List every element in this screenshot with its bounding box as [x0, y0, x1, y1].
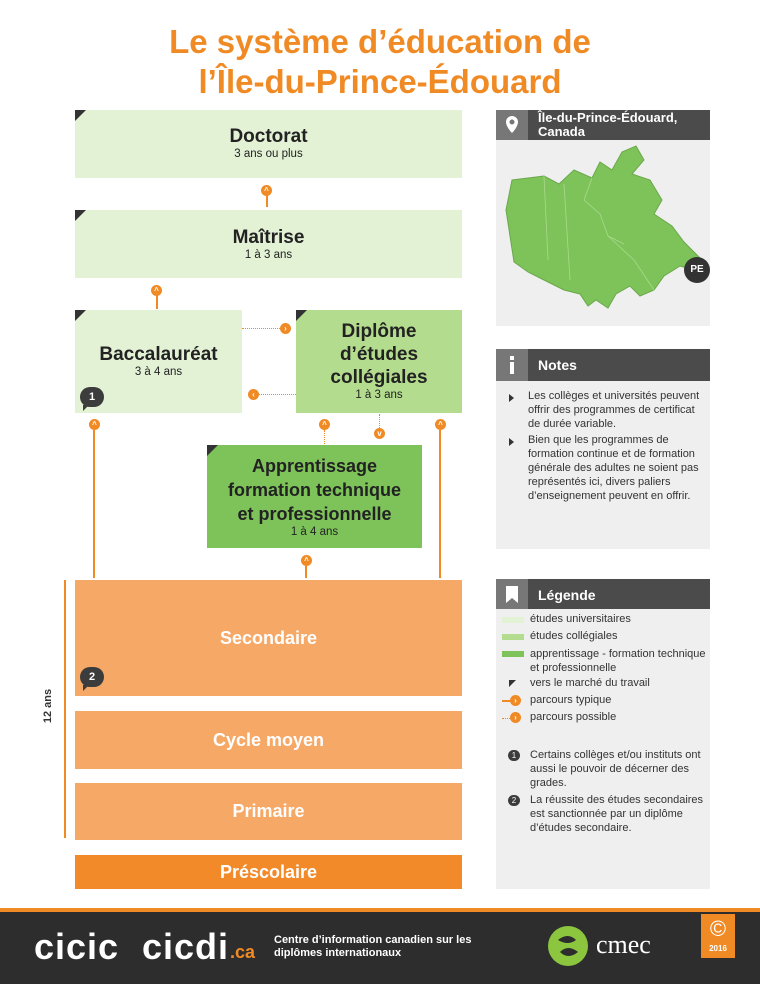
footnote-badge-2-legend: 2 [508, 795, 520, 806]
typical-path-arrow-icon: ^ [435, 419, 446, 430]
apprentissage-title-line-3: et professionnelle [237, 504, 392, 524]
legend-possible: parcours possible [530, 711, 617, 723]
title-line-2: l’Île-du-Prince-Édouard [198, 63, 562, 100]
footnote-badge-1-legend: 1 [508, 750, 520, 761]
labour-market-marker-icon [207, 445, 218, 456]
legend-panel [496, 579, 710, 889]
diplome-title-line-3: collégiales [330, 367, 428, 388]
labour-market-marker-icon [509, 680, 516, 687]
labour-market-marker-icon [296, 310, 307, 321]
cmec-logo[interactable]: cmec [596, 930, 651, 959]
title-line-1: Le système d’éducation de [169, 23, 591, 60]
maitrise-duration: 1 à 3 ans [244, 249, 293, 261]
possible-path-line [242, 328, 280, 329]
footer-org-line-2: diplômes internationaux [274, 947, 402, 959]
typical-path-arrow-icon: ^ [151, 285, 162, 296]
path-line [305, 566, 307, 578]
map-header [496, 110, 710, 140]
possible-path-line [379, 414, 380, 428]
bullet-icon [509, 438, 514, 446]
diplome-collegial-box [296, 310, 462, 413]
typical-path-arrow-icon: ^ [301, 555, 312, 566]
possible-path-arrow-icon: › [510, 712, 521, 723]
footer-org-line-1: Centre d’information canadien sur les [274, 934, 472, 946]
typical-path-arrow-icon: ^ [261, 185, 272, 196]
apprentissage-title-line-2: formation technique [227, 480, 401, 500]
info-icon [496, 349, 528, 381]
legend-typical: parcours typique [530, 694, 612, 706]
notes-panel [496, 349, 710, 549]
footnote-2: La réussite des études secondaires est sanctionnée par un diplôme d’études secondaire. [530, 794, 704, 834]
legend-swatch-uni [502, 617, 524, 623]
legend-col: études collégiales [530, 630, 618, 642]
map-title-line-1: Île-du-Prince-Édouard, [538, 110, 678, 125]
twelve-years-label: 12 ans [42, 688, 54, 724]
baccalaureat-duration: 3 à 4 ans [134, 366, 183, 378]
location-pin-icon [496, 110, 528, 140]
labour-market-marker-icon [75, 310, 86, 321]
prescolaire-box [75, 855, 462, 889]
footnote-badge-1: 1 [80, 387, 104, 407]
apprentissage-title-line-1: Apprentissage [251, 456, 378, 476]
legend-swatch-app [502, 651, 524, 657]
doctorat-title: Doctorat [229, 126, 308, 147]
primaire-title: Primaire [232, 801, 305, 821]
map-title-line-2: Canada [538, 124, 585, 139]
cicic-logo[interactable]: cicic [34, 926, 120, 967]
possible-path-arrow-icon: › [280, 323, 291, 334]
footer [0, 908, 760, 984]
labour-market-marker-icon [75, 210, 86, 221]
diplome-title-line-2: d’études [339, 344, 419, 365]
doctorat-box [75, 110, 462, 178]
bookmark-icon [496, 579, 528, 609]
map-panel [496, 110, 710, 326]
bullet-icon [509, 394, 514, 402]
possible-path-line [324, 430, 325, 444]
cycle-moyen-title: Cycle moyen [212, 730, 325, 750]
legend-swatch-col [502, 634, 524, 640]
secondaire-box [75, 580, 462, 696]
baccalaureat-title: Baccalauréat [99, 344, 218, 365]
primaire-box [75, 783, 462, 840]
maitrise-title: Maîtrise [232, 227, 305, 248]
possible-path-arrow-icon: v [374, 428, 385, 439]
path-line [439, 430, 441, 578]
path-line [266, 195, 268, 207]
cicdi-logo[interactable]: cicdi [142, 926, 230, 967]
province-marker: PE [684, 257, 710, 283]
diplome-title-line-1: Diplôme [341, 321, 417, 342]
copyright-badge [701, 914, 735, 958]
prescolaire-title: Préscolaire [219, 862, 318, 882]
legend-uni: études universitaires [530, 613, 631, 625]
possible-path-arrow-icon: ‹ [248, 389, 259, 400]
diplome-duration: 1 à 3 ans [355, 389, 403, 401]
note-1: Les collèges et universités peuvent offrir des programmes de certificat de durée variable. [528, 390, 700, 430]
footnote-badge-2: 2 [80, 667, 104, 687]
legend-header [496, 579, 710, 609]
secondaire-title: Secondaire [219, 628, 318, 648]
copyright-year: 2016 [709, 944, 727, 953]
path-line [156, 295, 158, 309]
footnote-1: Certains collèges et/ou instituts ont aussi le pouvoir de décerner des grades. [530, 749, 701, 789]
notes-header [496, 349, 710, 381]
possible-path-line [258, 394, 296, 395]
cycle-moyen-box [75, 711, 462, 769]
possible-path-arrow-icon: ^ [319, 419, 330, 430]
apprentissage-duration: 1 à 4 ans [290, 526, 339, 538]
notes-title: Notes [538, 357, 577, 373]
path-line [93, 430, 95, 578]
copyright-icon: © [709, 916, 727, 941]
legend-app: apprentissage - formation technique et professionnelle [530, 648, 706, 674]
logo-tld: .ca [230, 942, 256, 962]
doctorat-duration: 3 ans ou plus [234, 148, 303, 160]
note-2: Bien que les programmes de formation continue et de formation générale des adultes ne soient pas représentés ici, divers paliers d’enseignement peuvent en offrir. [528, 434, 699, 502]
legend-market: vers le marché du travail [530, 677, 650, 689]
page-title [0, 22, 760, 102]
apprentissage-box [207, 445, 422, 548]
cmec-emblem-icon [546, 924, 590, 968]
maitrise-box [75, 210, 462, 278]
typical-path-arrow-icon: ^ [89, 419, 100, 430]
typical-path-arrow-icon: › [510, 695, 521, 706]
canada-map [504, 140, 710, 326]
legend-title: Légende [538, 587, 596, 603]
labour-market-marker-icon [75, 110, 86, 121]
twelve-years-bracket [64, 580, 66, 838]
